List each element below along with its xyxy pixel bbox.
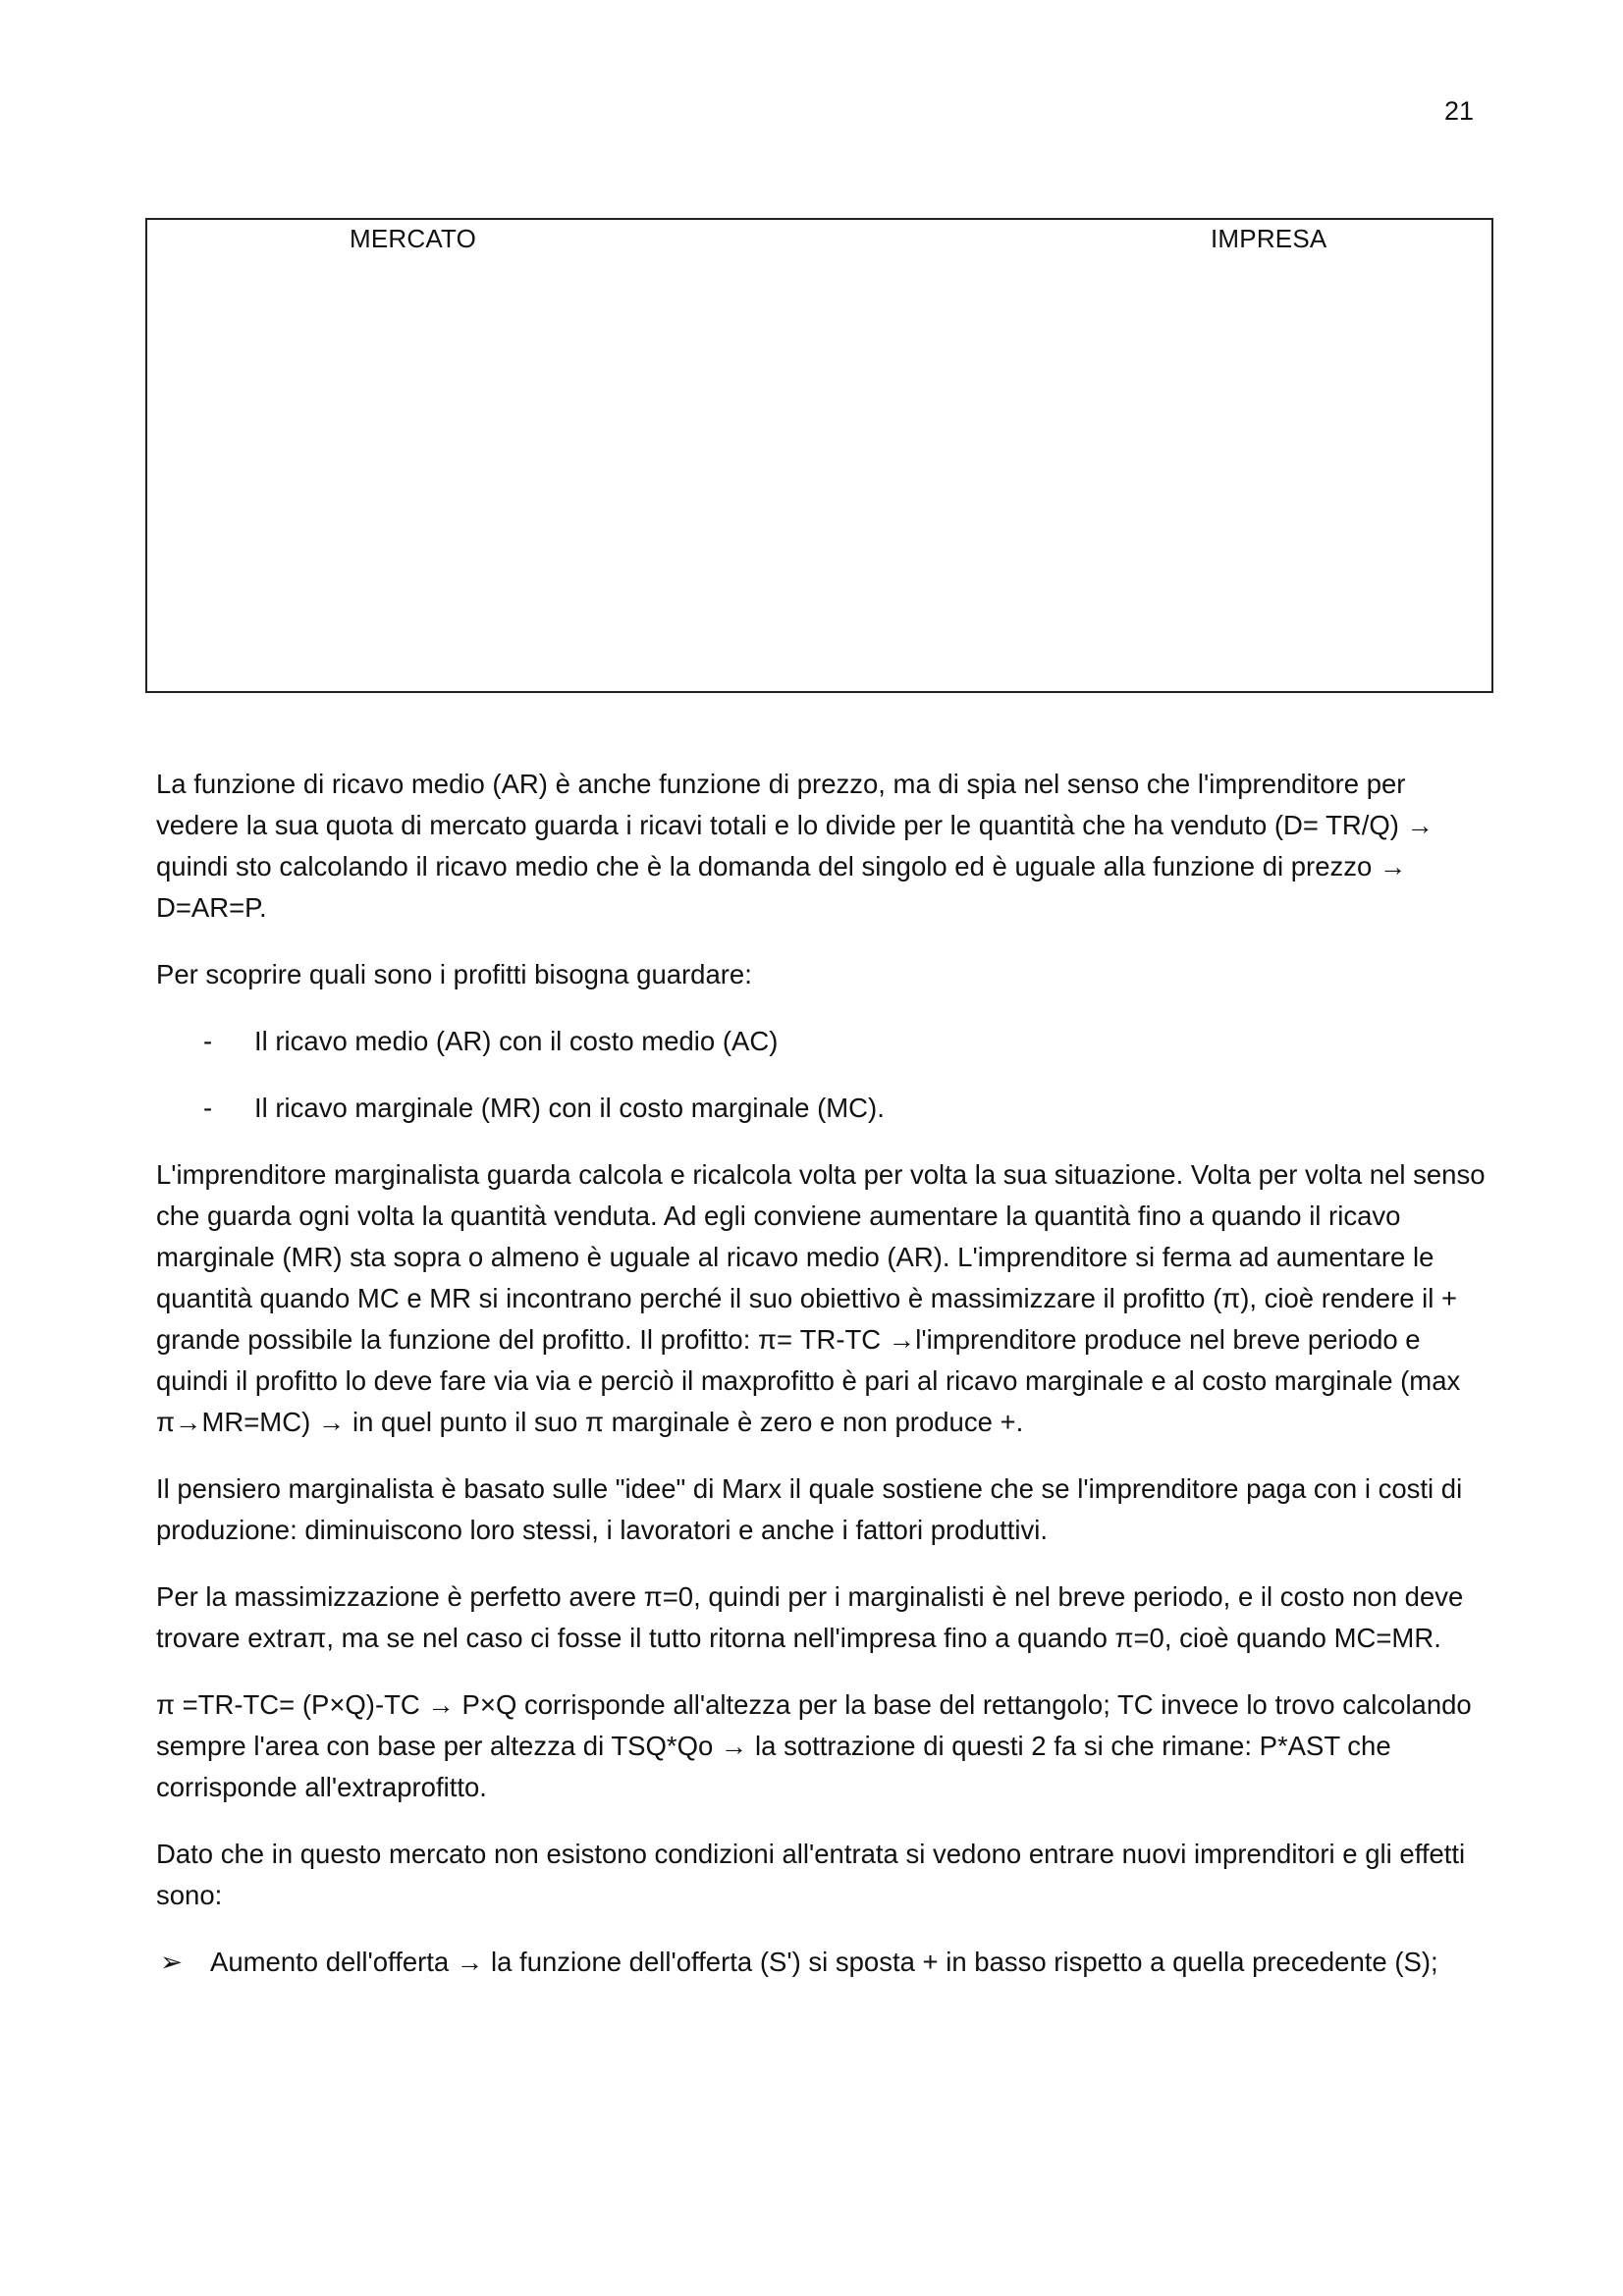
paragraph-imprenditore-marginalista: L'imprenditore marginalista guarda calcola e ricalcola volta per volta la sua situazione. Volta per volta nel senso che guarda ogni volta la quantità venduta. Ad egli conviene aumentare la quantità fino a quando il ricavo marginale (MR) sta sopra o almeno è uguale al ricavo medio (AR). L'imprenditore si ferma ad aumentare le quantità quando MC e MR si incontrano perché il suo obiettivo è massimizzare il profitto (π), cioè rendere il + grande possibile la funzione del profitto. Il profitto: π= TR-TC →l'imprenditore produce nel breve periodo e quindi il profitto lo deve fare via via e perciò il maxprofitto è pari al ricavo marginale e al costo marginale (max π→MR=MC) → in quel punto il suo π marginale è zero e non produce +. bbox=[156, 1159, 1486, 1437]
dash-bullet: - bbox=[203, 1026, 213, 1056]
paragraph-pensiero-marginalista: Il pensiero marginalista è basato sulle "idee" di Marx il quale sostiene che se l'imprenditore paga con i costi di produzione: diminuiscono loro stessi, i lavoratori e anche i fattori produttivi. bbox=[156, 1473, 1463, 1545]
list-item-text: Il ricavo marginale (MR) con il costo marginale (MC). bbox=[254, 1093, 885, 1123]
paragraph-ricavo-medio: La funzione di ricavo medio (AR) è anche funzione di prezzo, ma di spia nel senso che l'imprenditore per vedere la sua quota di mercato guarda i ricavi totali e lo divide per le quantità che ha venduto (D= TR/Q) → quindi sto calcolando il ricavo medio che è la domanda del singolo ed è uguale alla funzione di prezzo → D=AR=P. bbox=[156, 769, 1434, 923]
paragraph-nuovi-imprenditori: Dato che in questo mercato non esistono condizioni all'entrata si vedono entrare nuovi imprenditori e gli effetti sono: bbox=[156, 1839, 1466, 1910]
arrowhead-bullet-icon: ➢ bbox=[160, 1947, 184, 1977]
dash-list bbox=[156, 1021, 1487, 1129]
list-item bbox=[156, 1942, 1487, 1983]
figure-label-mercato: MERCATO bbox=[350, 224, 477, 253]
list-item bbox=[156, 1021, 1487, 1062]
list-item-text: Aumento dell'offerta → la funzione dell'offerta (S') si sposta + in basso rispetto a quella precedente (S); bbox=[210, 1947, 1438, 1977]
figure-label-impresa: IMPRESA bbox=[1211, 224, 1327, 253]
paragraph-profitti-intro: Per scoprire quali sono i profitti bisogna guardare: bbox=[156, 959, 752, 989]
paragraph-formula-profitto: π =TR-TC= (P×Q)-TC → P×Q corrisponde all'altezza per la base del rettangolo; TC invece lo trovo calcolando sempre l'area con base per altezza di TSQ*Qo → la sottrazione di questi 2 fa si che rimane: P*AST che corrisponde all'extraprofitto. bbox=[156, 1689, 1472, 1802]
figure-frame bbox=[145, 218, 1493, 693]
list-item-text: Il ricavo medio (AR) con il costo medio (AC) bbox=[254, 1026, 779, 1056]
page-number: 21 bbox=[1443, 96, 1474, 126]
list-item bbox=[156, 1088, 1487, 1129]
dash-bullet: - bbox=[203, 1093, 213, 1123]
page-body bbox=[156, 764, 1487, 1983]
paragraph-massimizzazione: Per la massimizzazione è perfetto avere π=0, quindi per i marginalisti è nel breve periodo, e il costo non deve trovare extraπ, ma se nel caso ci fosse il tutto ritorna nell'impresa fino a quando π=0, cioè quando MC=MR. bbox=[156, 1581, 1464, 1653]
arrow-list bbox=[156, 1942, 1487, 1983]
